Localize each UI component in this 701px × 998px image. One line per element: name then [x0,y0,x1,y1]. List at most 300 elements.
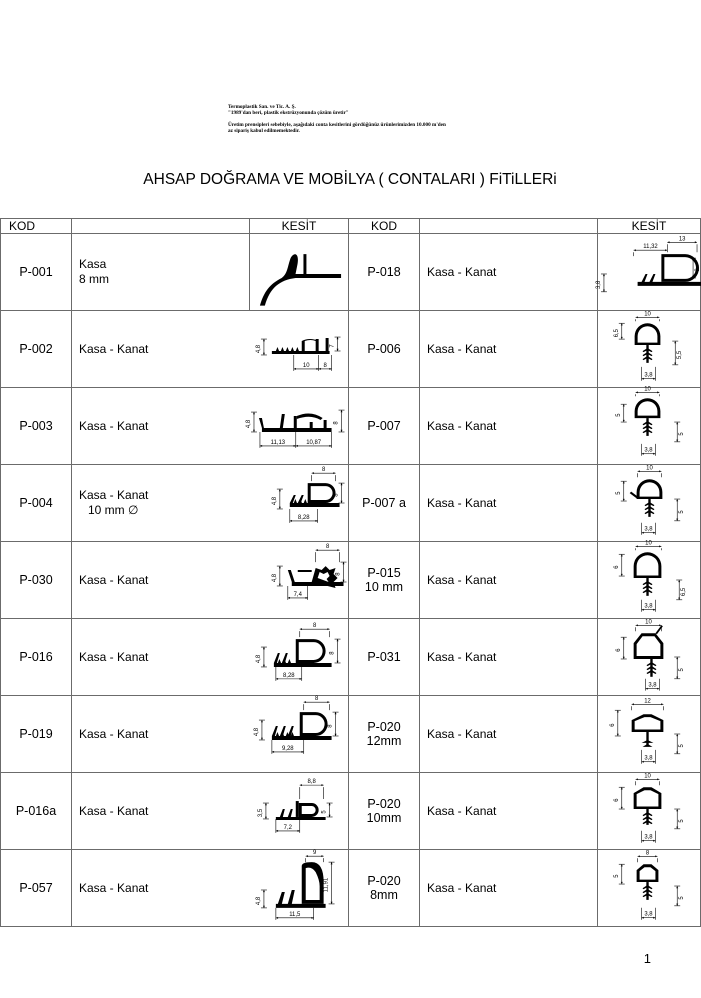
dimension-arrow [336,639,338,641]
dimension-arrow [262,665,264,667]
dimension-arrow [336,661,338,663]
header-kesit-left: KESİT [250,219,349,234]
profile-section-drawing [598,465,700,541]
profile-shape [275,890,325,908]
profile-bulb [307,483,335,503]
profile-bulb [637,864,659,882]
dimension-arrow [259,445,261,447]
dimension-arrow [315,549,317,551]
profile-code: P-019 [19,727,53,741]
profile-code: P-018 [367,265,401,279]
dimension-arrow [603,274,605,276]
company-note-line2: az sipariş kabul edilmemektedir. [228,128,300,135]
dimension-arrow [336,349,338,351]
dimension-label: 3,8 [644,372,653,379]
profile-code-size: 12mm [366,734,402,748]
dimension-arrow [676,440,678,442]
dimension-label: 8,28 [282,672,295,679]
dimension-arrow [321,784,323,786]
profile-description: Kasa [79,257,107,271]
dimension-arrow [617,710,619,712]
profile-table [0,218,701,927]
dimension-arrow [621,787,623,789]
profile-description: Kasa - Kanat [427,341,497,356]
profile-description-cell [72,542,250,619]
dimension-arrow [311,917,313,919]
dimension-arrow [295,445,297,447]
dimension-arrow [653,453,655,455]
profile-bulb [298,803,318,817]
dimension-label: 9,28 [281,745,294,752]
profile-bulb [637,479,663,499]
dimension-arrow [316,368,318,370]
profile-code: P-006 [367,342,401,356]
profile-shape [289,495,303,503]
profile-bulb [634,633,664,659]
table-row [1,696,701,773]
table-row [1,850,701,927]
profile-description: Kasa - Kanat [79,649,149,664]
dimension-arrow [676,519,678,521]
dimension-arrow [321,855,323,857]
profile-section-cell [598,388,701,465]
profile-section-drawing [250,773,349,849]
dimension-arrow [299,678,301,680]
dimension-arrow [262,890,264,892]
table-row [1,311,701,388]
dimension-arrow [621,554,623,556]
dimension-label: 8 [321,467,325,474]
profile-section-cell [250,465,349,542]
table-row [1,619,701,696]
profile-description: Kasa - Kanat [427,264,497,279]
dimension-label: 5 [679,668,686,672]
profile-section-cell [598,773,701,850]
profile-section-drawing [598,850,700,926]
profile-shape [273,653,287,663]
dimension-label: 3,8 [644,526,653,533]
dimension-label: 13 [678,236,686,243]
dimension-label: 9 [312,850,316,857]
profile-code: P-057 [19,881,53,895]
dimension-arrow [636,778,638,780]
profile-code-cell [1,465,72,542]
dimension-label: 8 [312,623,316,630]
dimension-arrow [278,566,280,568]
table-row [1,234,701,311]
profile-shape [295,801,298,817]
table-row [1,542,701,619]
dimension-arrow [657,391,659,393]
dimension-label: 5 [615,413,622,417]
profile-code: P-016a [15,804,57,818]
dimension-arrow [278,584,280,586]
dimension-arrow [328,803,330,805]
profile-bulb [634,787,662,809]
dimension-label: 8 [314,696,318,703]
profile-code-cell [349,696,420,773]
profile-description: Kasa - Kanat [427,880,497,895]
profile-shape [290,347,293,351]
profile-code: P-020 [367,720,401,734]
profile-code: P-003 [19,419,53,433]
profile-shape [646,732,648,746]
dimension-arrow [327,628,329,630]
dimension-arrow [621,323,623,325]
profile-shape [295,347,298,351]
dimension-label: 11,91 [323,877,330,893]
dimension-arrow [293,445,295,447]
dimension-arrow [657,316,659,318]
profile-bulb [295,639,325,663]
profile-bulb [632,714,664,732]
dimension-arrow [328,815,330,817]
profile-size: 8 mm [79,272,109,286]
dimension-label: 6 [613,798,620,802]
dimension-arrow [278,507,280,509]
dimension-arrow [293,368,295,370]
profile-shape [271,726,293,736]
profile-description-cell [72,696,250,773]
dimension-label: 5 [679,432,686,436]
dimension-arrow [636,624,638,626]
dimension-label: 4,8 [255,654,262,664]
dimension-arrow [327,701,329,703]
profile-code-cell [1,234,72,311]
profile-code-cell [1,388,72,465]
dimension-arrow [676,422,678,424]
profile-code-cell [349,773,420,850]
dimension-arrow [275,678,277,680]
profile-shape [258,414,331,432]
dimension-arrow [659,545,661,547]
dimension-label: 8 [329,651,336,655]
profile-section-cell [245,388,349,465]
profile-code-cell [1,619,72,696]
profile-description-cell [72,619,250,696]
dimension-label: 7,2 [283,824,292,831]
company-info [228,104,558,135]
dimension-arrow [289,520,291,522]
dimension-label: 3,5 [257,808,264,818]
dimension-arrow [621,882,623,884]
dimension-arrow [638,855,640,857]
dimension-arrow [621,807,623,809]
dimension-arrow [334,712,336,714]
dimension-label: 8,8 [307,779,316,786]
dimension-arrow [330,902,332,904]
dimension-label: 4,8 [245,419,252,429]
dimension-arrow [340,430,342,432]
profile-code-cell [1,542,72,619]
profile-section-cell [250,696,349,773]
dimension-label: 10 [645,619,652,626]
header-blank-right [420,219,598,234]
profile-description-cell [72,388,250,465]
dimension-arrow [653,609,655,611]
dimension-label: 8 [322,362,327,369]
table-row [1,388,701,465]
dimension-arrow [262,647,264,649]
profile-code-cell [1,850,72,927]
profile-code: P-002 [19,342,53,356]
dimension-label: 12 [644,698,651,705]
profile-code: P-031 [367,650,401,664]
dimension-arrow [634,249,636,251]
dimension-arrow [623,420,625,422]
dimension-label: 5 [679,744,686,748]
profile-section-drawing [250,234,348,310]
table-row [1,773,701,850]
dimension-arrow [271,751,273,753]
profile-code-size: 8mm [370,888,398,902]
profile-bulb [634,552,662,578]
dimension-label: 10 [646,465,653,472]
profile-description: Kasa - Kanat [79,341,149,356]
profile-shape [260,254,341,305]
dimension-label: 10 [302,362,310,369]
profile-shape [271,351,329,354]
dimension-arrow [264,803,266,805]
profile-description: Kasa - Kanat [427,495,497,510]
company-note-line1: Üretim prensipleri sebebiyle, aşağıdaki conta kesitlerini gördüğünüz ürünlerimizden 10.000 m'den [228,121,446,128]
page-number: 1 [643,951,651,966]
dimension-label: 5 [679,819,686,823]
dimension-arrow [297,830,299,832]
page-title: AHSAP DOĞRAMA VE MOBİLYA ( CONTALARI ) FiTiLLERi [143,171,557,188]
dimension-arrow [340,410,342,412]
dimension-arrow [303,701,305,703]
profile-shape [285,347,288,351]
dimension-arrow [676,677,678,679]
dimension-label: 11,32 [643,244,658,251]
dimension-arrow [667,241,669,243]
dimension-arrow [333,472,335,474]
dimension-arrow [299,628,301,630]
dimension-arrow [676,904,678,906]
dimension-arrow [603,290,605,292]
dimension-label: 4,8 [253,727,260,737]
profile-shape [273,663,331,667]
dimension-arrow [676,499,678,501]
header-blank-left [72,219,250,234]
profile-shape [655,625,662,634]
dimension-label: 9 [695,268,701,272]
dimension-arrow [676,752,678,754]
profile-section-cell [250,850,349,927]
dimension-arrow [621,337,623,339]
dimension-label: 5 [613,874,620,878]
dimension-arrow [636,545,638,547]
profile-section-drawing [598,619,700,695]
dimension-arrow [623,404,625,406]
dimension-arrow [340,483,342,485]
profile-section-cell [598,311,701,388]
dimension-arrow [623,637,625,639]
dimension-arrow [301,751,303,753]
dimension-label: 8 [645,850,650,857]
dimension-arrow [342,580,344,582]
profile-code: P-007 [367,419,401,433]
profile-code-size: 10mm [366,811,402,825]
dimension-label: 5 [679,510,686,514]
header-kesit-right: KESİT [598,219,701,234]
dimension-arrow [638,470,640,472]
dimension-label: 4,8 [255,896,262,906]
profile-section-drawing [598,311,700,387]
profile-description-cell [420,542,598,619]
profile-description-cell [420,619,598,696]
profile-shape [275,732,278,736]
profile-description-cell [72,773,250,850]
dimension-arrow [617,734,619,736]
dimension-arrow [674,363,676,365]
profile-code-cell [349,234,420,311]
profile-code-cell [1,773,72,850]
profile-description: Kasa - Kanat [427,572,497,587]
dimension-label: 8 [335,572,342,576]
dimension-label: 10,87 [305,439,321,446]
dimension-arrow [678,580,680,582]
dimension-arrow [678,598,680,600]
dimension-label: 3,8 [595,280,602,290]
dimension-label: 8 [333,421,340,425]
profile-description-cell [420,465,598,542]
dimension-arrow [623,499,625,501]
profile-code: P-020 [367,797,401,811]
dimension-label: 3,8 [644,911,653,918]
dimension-arrow [329,445,331,447]
profile-code-cell [349,542,420,619]
dimension-arrow [337,549,339,551]
dimension-label: 6 [613,565,620,569]
header-kod-right: KOD [349,219,420,234]
dimension-arrow [676,657,678,659]
dimension-arrow [676,809,678,811]
dimension-arrow [653,917,655,919]
profile-code: P-007 a [362,496,406,510]
profile-code: P-004 [19,496,53,510]
profile-description: Kasa - Kanat [427,803,497,818]
dimension-arrow [623,657,625,659]
dimension-arrow [676,827,678,829]
dimension-arrow [676,886,678,888]
profile-description: Kasa - Kanat [79,880,149,895]
profile-description: Kasa - Kanat [79,418,149,433]
dimension-label: 10 [644,386,651,393]
profile-shape [289,503,339,507]
profile-section-cell [250,234,349,311]
profile-shape [277,659,280,663]
profile-section-drawing [598,696,700,772]
profile-code-cell [1,311,72,388]
profile-description-cell [72,465,250,542]
profile-section-drawing [598,773,700,849]
dimension-arrow [252,430,254,432]
profile-code-cell [349,388,420,465]
dimension-arrow [305,855,307,857]
dimension-arrow [264,817,266,819]
profile-description: Kasa - Kanat [79,488,149,502]
company-name: Termoplastik San. ve Tic. A. Ş. [228,104,296,110]
dimension-label: 6 [615,648,622,652]
dimension-label: 5 [321,810,328,814]
dimension-label: 5,5 [677,350,684,360]
profile-section-drawing [250,850,349,926]
dimension-arrow [329,368,331,370]
profile-shape [271,736,331,740]
profile-section-cell [598,465,701,542]
dimension-label: 3,8 [644,447,653,454]
dimension-arrow [262,906,264,908]
profile-shape [280,347,283,351]
profile-code-cell [1,696,72,773]
profile-description-cell [420,696,598,773]
profile-section-cell [250,619,349,696]
profile-code: P-030 [19,573,53,587]
profile-section-cell [598,619,701,696]
dimension-label: 4,8 [271,573,278,583]
profile-description-cell [72,311,250,388]
profile-section-cell [250,311,349,388]
dimension-arrow [318,368,320,370]
profile-bulb [635,398,661,418]
dimension-arrow [342,562,344,564]
profile-code: P-001 [19,265,53,279]
profile-description-cell [72,850,250,927]
profile-bulb [301,862,323,904]
profile-section-drawing [250,619,349,695]
dimension-arrow [262,339,264,341]
dimension-label: 4,8 [271,496,278,506]
dimension-arrow [252,412,254,414]
dimension-label: 8,28 [297,514,310,521]
dimension-label: 5 [679,896,686,900]
company-slogan: "1989'dan beri, plastik ekstrüzyonunda çözüm üretir" [228,110,349,117]
dimension-arrow [260,720,262,722]
dimension-arrow [262,353,264,355]
profile-section-cell [598,696,701,773]
dimension-label: 8 [327,724,334,728]
profile-shape [296,413,326,427]
profile-section-cell [598,542,701,619]
dimension-arrow [260,738,262,740]
dimension-label: 7 [329,344,336,348]
dimension-arrow [653,378,655,380]
dimension-label: 6,5 [681,587,688,597]
table-row [1,465,701,542]
dimension-arrow [340,501,342,503]
profile-section-drawing [250,542,349,618]
profile-bulb [635,323,661,345]
profile-code-size: 10 mm [364,580,404,594]
dimension-label: 11,13 [270,439,285,446]
profile-shape [303,499,306,503]
dimension-arrow [659,470,661,472]
dimension-arrow [623,481,625,483]
profile-section-cell [598,850,701,927]
dimension-arrow [334,734,336,736]
profile-code-cell [349,619,420,696]
dimension-arrow [695,241,697,243]
profile-code: P-020 [367,874,401,888]
profile-shape [287,659,290,663]
profile-description-cell [420,850,598,927]
profile-section-drawing [598,542,700,618]
dimension-arrow [621,864,623,866]
dimension-arrow [657,688,659,690]
profile-description: Kasa - Kanat [79,803,149,818]
